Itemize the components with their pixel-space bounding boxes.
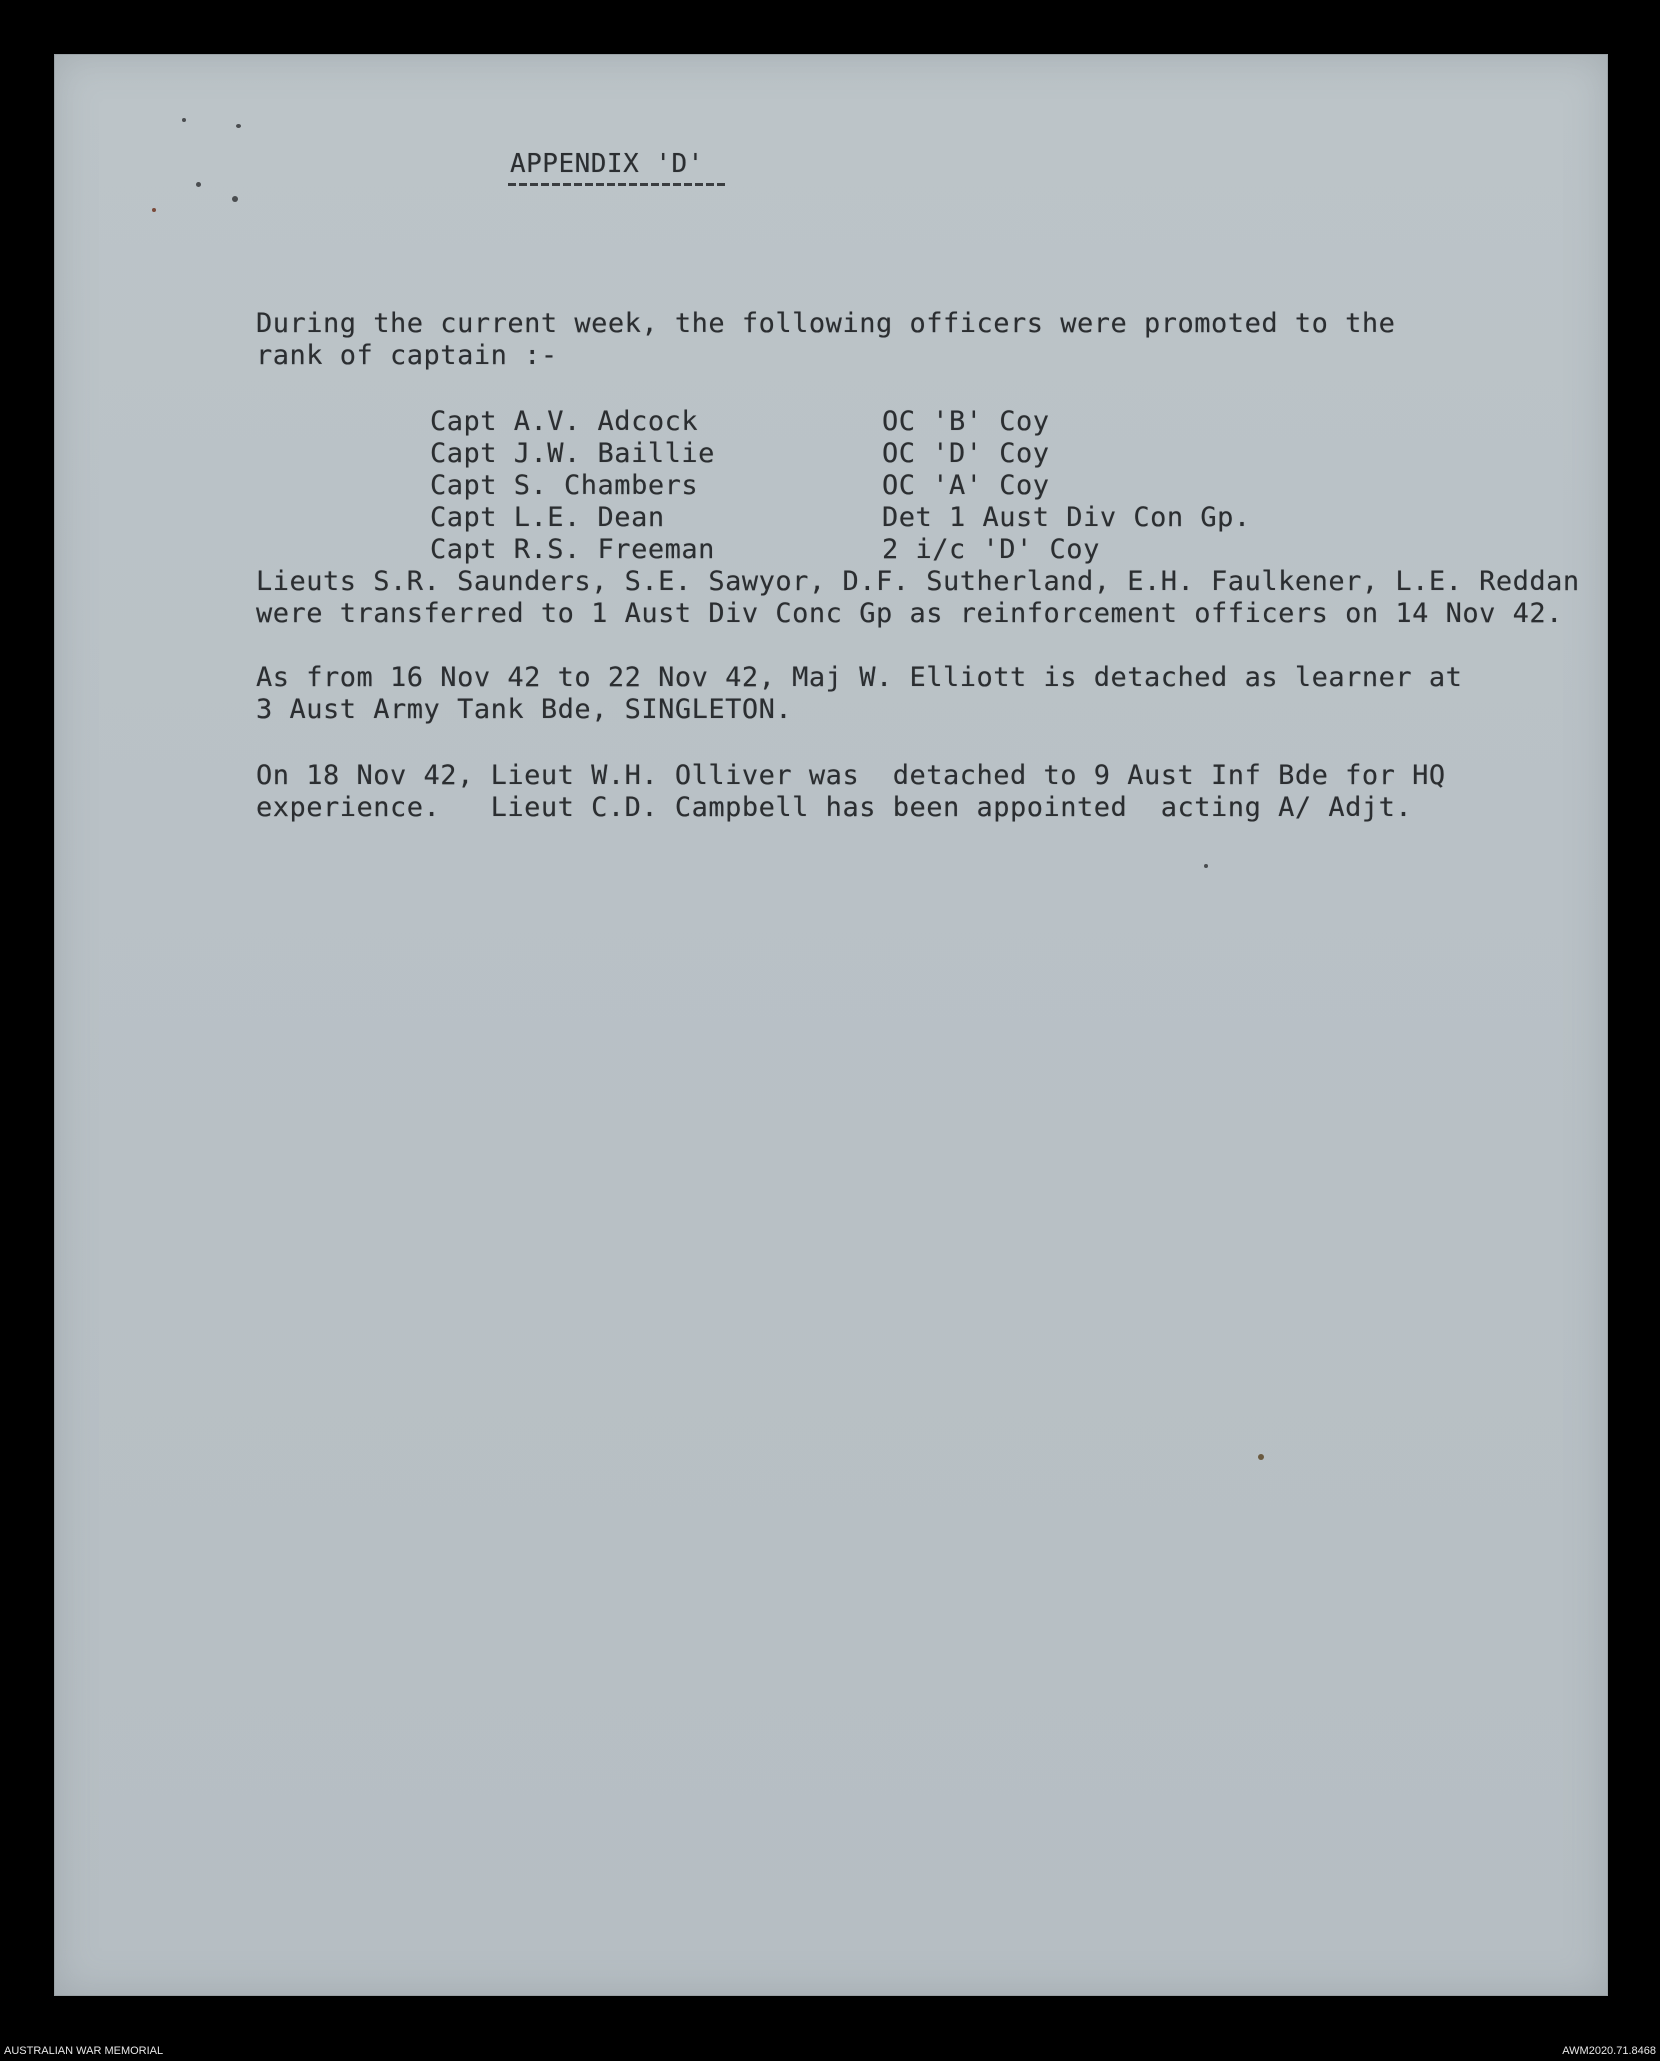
page-title: APPENDIX 'D' [510,149,704,179]
paper-speck [1204,864,1208,868]
promotion-post: Det 1 Aust Div Con Gp. [882,502,1251,533]
paper-speck [196,182,201,187]
appointment-line-1: On 18 Nov 42, Lieut W.H. Olliver was detached to 9 Aust Inf Bde for HQ [256,760,1446,791]
promotion-name: Capt R.S. Freeman [430,534,715,565]
detachment-line-2: 3 Aust Army Tank Bde, SINGLETON. [256,694,793,725]
promotion-name: Capt A.V. Adcock [430,406,699,437]
paper-speck [152,208,156,212]
promotion-post: OC 'B' Coy [882,406,1050,437]
title-underline [508,183,728,186]
appointment-line-2: experience. Lieut C.D. Campbell has been appointed acting A/ Adjt. [256,792,1413,823]
promotion-post: OC 'A' Coy [882,470,1050,501]
archive-credit: AUSTRALIAN WAR MEMORIAL [4,2045,164,2057]
transfer-line-2: were transferred to 1 Aust Div Conc Gp as reinforcement officers on 14 Nov 42. [256,598,1563,629]
transfer-line-1: Lieuts S.R. Saunders, S.E. Sawyor, D.F. Sutherland, E.H. Faulkener, L.E. Reddan [256,566,1580,597]
intro-line-1: During the current week, the following officers were promoted to the [256,308,1396,339]
promotion-name: Capt S. Chambers [430,470,699,501]
archive-reference: AWM2020.71.8468 [1562,2045,1656,2057]
promotion-name: Capt J.W. Baillie [430,438,715,469]
promotion-post: OC 'D' Coy [882,438,1050,469]
paper-speck [1258,1454,1264,1460]
intro-line-2: rank of captain :- [256,340,558,371]
promotion-post: 2 i/c 'D' Coy [882,534,1100,565]
detachment-line-1: As from 16 Nov 42 to 22 Nov 42, Maj W. Elliott is detached as learner at [256,662,1463,693]
paper-speck [232,196,238,202]
paper-speck [182,118,186,122]
promotion-name: Capt L.E. Dean [430,502,665,533]
paper-speck [236,124,241,128]
